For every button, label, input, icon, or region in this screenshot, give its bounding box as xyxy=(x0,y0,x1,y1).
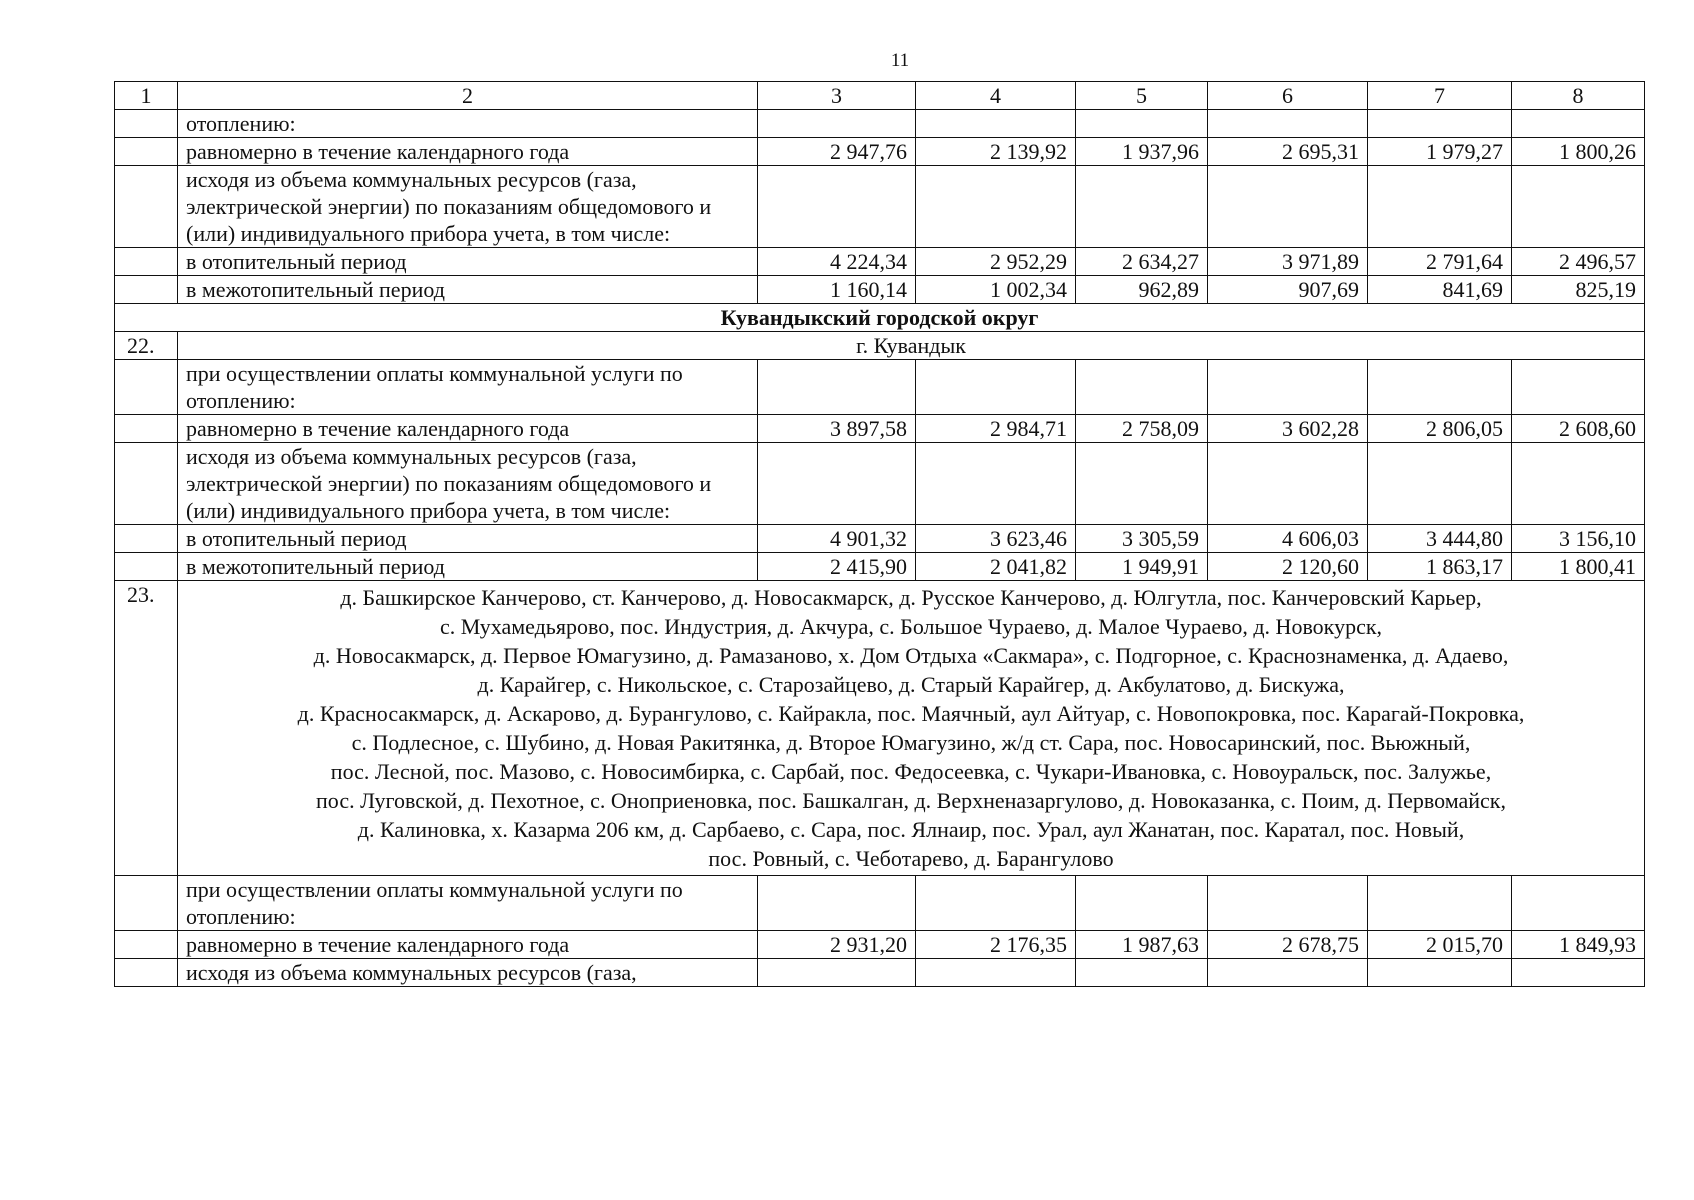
value-cell: 3 897,58 xyxy=(758,415,916,443)
value-cell xyxy=(916,110,1076,138)
index-cell xyxy=(115,166,178,248)
value-cell: 2 608,60 xyxy=(1512,415,1645,443)
row-index: 23. xyxy=(115,581,178,876)
header-cell: 7 xyxy=(1368,82,1512,110)
value-cell: 2 678,75 xyxy=(1208,931,1368,959)
header-cell: 1 xyxy=(115,82,178,110)
value-cell xyxy=(758,959,916,987)
value-cell: 1 863,17 xyxy=(1368,553,1512,581)
row-label: равномерно в течение календарного года xyxy=(178,415,758,443)
row-label: отоплению: xyxy=(178,110,758,138)
value-cell xyxy=(1208,110,1368,138)
table-row xyxy=(115,553,1645,581)
header-cell: 4 xyxy=(916,82,1076,110)
table-row xyxy=(115,931,1645,959)
value-cell: 1 937,96 xyxy=(1076,138,1208,166)
subsection-row xyxy=(115,581,1645,876)
index-cell xyxy=(115,110,178,138)
index-cell xyxy=(115,415,178,443)
table-row xyxy=(115,959,1645,987)
header-cell: 5 xyxy=(1076,82,1208,110)
value-cell xyxy=(1512,360,1645,415)
row-label: при осуществлении оплаты коммунальной услуги по отоплению: xyxy=(178,876,758,931)
index-cell xyxy=(115,876,178,931)
section-row xyxy=(115,304,1645,332)
value-cell: 2 791,64 xyxy=(1368,248,1512,276)
index-cell xyxy=(115,276,178,304)
header-row xyxy=(115,82,1645,110)
table-row xyxy=(115,110,1645,138)
location-line: пос. Ровный, с. Чеботарево, д. Барангулово xyxy=(708,846,1114,871)
value-cell: 3 623,46 xyxy=(916,525,1076,553)
table-row xyxy=(115,525,1645,553)
value-cell xyxy=(1076,360,1208,415)
value-cell: 3 971,89 xyxy=(1208,248,1368,276)
value-cell xyxy=(1368,110,1512,138)
row-label: в отопительный период xyxy=(178,248,758,276)
value-cell xyxy=(916,166,1076,248)
location-line: д. Карайгер, с. Никольское, с. Старозайцево, д. Старый Карайгер, д. Акбулатово, д. Бискужа, xyxy=(477,672,1345,697)
value-cell: 1 800,26 xyxy=(1512,138,1645,166)
value-cell: 4 224,34 xyxy=(758,248,916,276)
index-cell xyxy=(115,248,178,276)
table-row xyxy=(115,166,1645,248)
location-line: с. Мухамедьярово, пос. Индустрия, д. Акчура, с. Большое Чураево, д. Малое Чураево, д. Новокурск, xyxy=(439,614,1383,639)
table-row xyxy=(115,360,1645,415)
index-cell xyxy=(115,931,178,959)
value-cell xyxy=(1208,959,1368,987)
value-cell xyxy=(1368,166,1512,248)
value-cell: 2 806,05 xyxy=(1368,415,1512,443)
value-cell: 2 415,90 xyxy=(758,553,916,581)
row-label: равномерно в течение календарного года xyxy=(178,931,758,959)
row-label: в межотопительный период xyxy=(178,553,758,581)
value-cell: 2 041,82 xyxy=(916,553,1076,581)
subsection-row xyxy=(115,332,1645,360)
value-cell xyxy=(1368,443,1512,525)
value-cell: 1 987,63 xyxy=(1076,931,1208,959)
value-cell xyxy=(1076,876,1208,931)
value-cell xyxy=(758,876,916,931)
header-cell: 3 xyxy=(758,82,916,110)
value-cell: 2 758,09 xyxy=(1076,415,1208,443)
value-cell: 962,89 xyxy=(1076,276,1208,304)
header-cell: 2 xyxy=(178,82,758,110)
value-cell: 1 800,41 xyxy=(1512,553,1645,581)
value-cell: 2 952,29 xyxy=(916,248,1076,276)
value-cell xyxy=(1512,443,1645,525)
value-cell xyxy=(1368,360,1512,415)
value-cell: 1 949,91 xyxy=(1076,553,1208,581)
tariff-table xyxy=(114,81,1645,987)
value-cell: 825,19 xyxy=(1512,276,1645,304)
value-cell: 1 160,14 xyxy=(758,276,916,304)
value-cell: 2 120,60 xyxy=(1208,553,1368,581)
value-cell xyxy=(1512,166,1645,248)
value-cell: 1 002,34 xyxy=(916,276,1076,304)
value-cell xyxy=(1076,959,1208,987)
value-cell xyxy=(758,110,916,138)
table-row xyxy=(115,276,1645,304)
value-cell: 1 849,93 xyxy=(1512,931,1645,959)
value-cell: 4 901,32 xyxy=(758,525,916,553)
index-cell xyxy=(115,525,178,553)
row-label: в отопительный период xyxy=(178,525,758,553)
value-cell xyxy=(1512,959,1645,987)
table-row xyxy=(115,138,1645,166)
value-cell: 3 444,80 xyxy=(1368,525,1512,553)
header-cell: 8 xyxy=(1512,82,1645,110)
value-cell: 2 496,57 xyxy=(1512,248,1645,276)
value-cell xyxy=(1076,110,1208,138)
value-cell: 3 305,59 xyxy=(1076,525,1208,553)
value-cell xyxy=(916,443,1076,525)
value-cell xyxy=(758,443,916,525)
value-cell xyxy=(1076,166,1208,248)
row-label: исходя из объема коммунальных ресурсов (газа, электрической энергии) по показаниям общедомового и (или) индивидуального прибора учета, в том числе: xyxy=(178,166,758,248)
section-title: Кувандыкский городской округ xyxy=(115,304,1645,332)
value-cell xyxy=(916,959,1076,987)
value-cell: 4 606,03 xyxy=(1208,525,1368,553)
location-line: с. Подлесное, с. Шубино, д. Новая Ракитянка, д. Второе Юмагузино, ж/д ст. Сара, пос. Новосаринский, пос. Вьюжный, xyxy=(351,730,1471,755)
page-number: 11 xyxy=(890,50,910,71)
table-row xyxy=(115,443,1645,525)
row-label: исходя из объема коммунальных ресурсов (газа, xyxy=(178,959,758,987)
location-line: д. Калиновка, х. Казарма 206 км, д. Сарбаево, с. Сара, пос. Ялнаир, пос. Урал, аул Жанатан, пос. Каратал, пос. Новый, xyxy=(357,817,1465,842)
value-cell: 907,69 xyxy=(1208,276,1368,304)
location-line: д. Новосакмарск, д. Первое Юмагузино, д. Рамазаново, х. Дом Отдыха «Сакмара», с. Подгорное, с. Краснознаменка, д. Адаево, xyxy=(313,643,1509,668)
location-line: пос. Луговской, д. Пехотное, с. Оноприеновка, пос. Башкалган, д. Верхненазаргулово, д. Новоказанка, с. Поим, д. Первомайск, xyxy=(316,788,1506,813)
value-cell xyxy=(1208,876,1368,931)
location-line: д. Башкирское Канчерово, ст. Канчерово, д. Новосакмарск, д. Русское Канчерово, д. Юлгутла, пос. Канчеровский Карьер, xyxy=(340,585,1482,610)
location-line: пос. Лесной, пос. Мазово, с. Новосимбирка, с. Сарбай, пос. Федосеевка, с. Чукари-Ивановка, с. Новоуральск, пос. Залужье, xyxy=(330,759,1492,784)
value-cell xyxy=(758,166,916,248)
index-cell xyxy=(115,959,178,987)
value-cell: 2 947,76 xyxy=(758,138,916,166)
value-cell: 2 634,27 xyxy=(1076,248,1208,276)
table-row xyxy=(115,876,1645,931)
value-cell xyxy=(1512,876,1645,931)
value-cell: 3 156,10 xyxy=(1512,525,1645,553)
value-cell xyxy=(1208,166,1368,248)
row-label: исходя из объема коммунальных ресурсов (газа, электрической энергии) по показаниям общедомового и (или) индивидуального прибора учета, в том числе: xyxy=(178,443,758,525)
header-cell: 6 xyxy=(1208,82,1368,110)
table-row xyxy=(115,415,1645,443)
row-label: при осуществлении оплаты коммунальной услуги по отоплению: xyxy=(178,360,758,415)
row-label: в межотопительный период xyxy=(178,276,758,304)
value-cell: 1 979,27 xyxy=(1368,138,1512,166)
value-cell xyxy=(758,360,916,415)
subsection-title: г. Кувандык xyxy=(178,332,1645,360)
value-cell xyxy=(916,360,1076,415)
row-label: равномерно в течение календарного года xyxy=(178,138,758,166)
index-cell xyxy=(115,553,178,581)
value-cell xyxy=(1512,110,1645,138)
row-index: 22. xyxy=(115,332,178,360)
value-cell: 2 984,71 xyxy=(916,415,1076,443)
value-cell: 2 015,70 xyxy=(1368,931,1512,959)
value-cell: 841,69 xyxy=(1368,276,1512,304)
table-body xyxy=(115,82,1645,987)
value-cell: 3 602,28 xyxy=(1208,415,1368,443)
value-cell: 2 931,20 xyxy=(758,931,916,959)
value-cell: 2 139,92 xyxy=(916,138,1076,166)
value-cell: 2 695,31 xyxy=(1208,138,1368,166)
value-cell xyxy=(916,876,1076,931)
index-cell xyxy=(115,360,178,415)
index-cell xyxy=(115,443,178,525)
value-cell xyxy=(1208,443,1368,525)
location-line: д. Красносакмарск, д. Аскарово, д. Бурангулово, с. Кайракла, пос. Маячный, аул Айтуар, с. Новопокровка, пос. Карагай-Покровка, xyxy=(297,701,1525,726)
table-row xyxy=(115,248,1645,276)
value-cell xyxy=(1076,443,1208,525)
index-cell xyxy=(115,138,178,166)
value-cell xyxy=(1368,959,1512,987)
locations-list xyxy=(178,581,1645,876)
value-cell xyxy=(1208,360,1368,415)
value-cell xyxy=(1368,876,1512,931)
value-cell: 2 176,35 xyxy=(916,931,1076,959)
